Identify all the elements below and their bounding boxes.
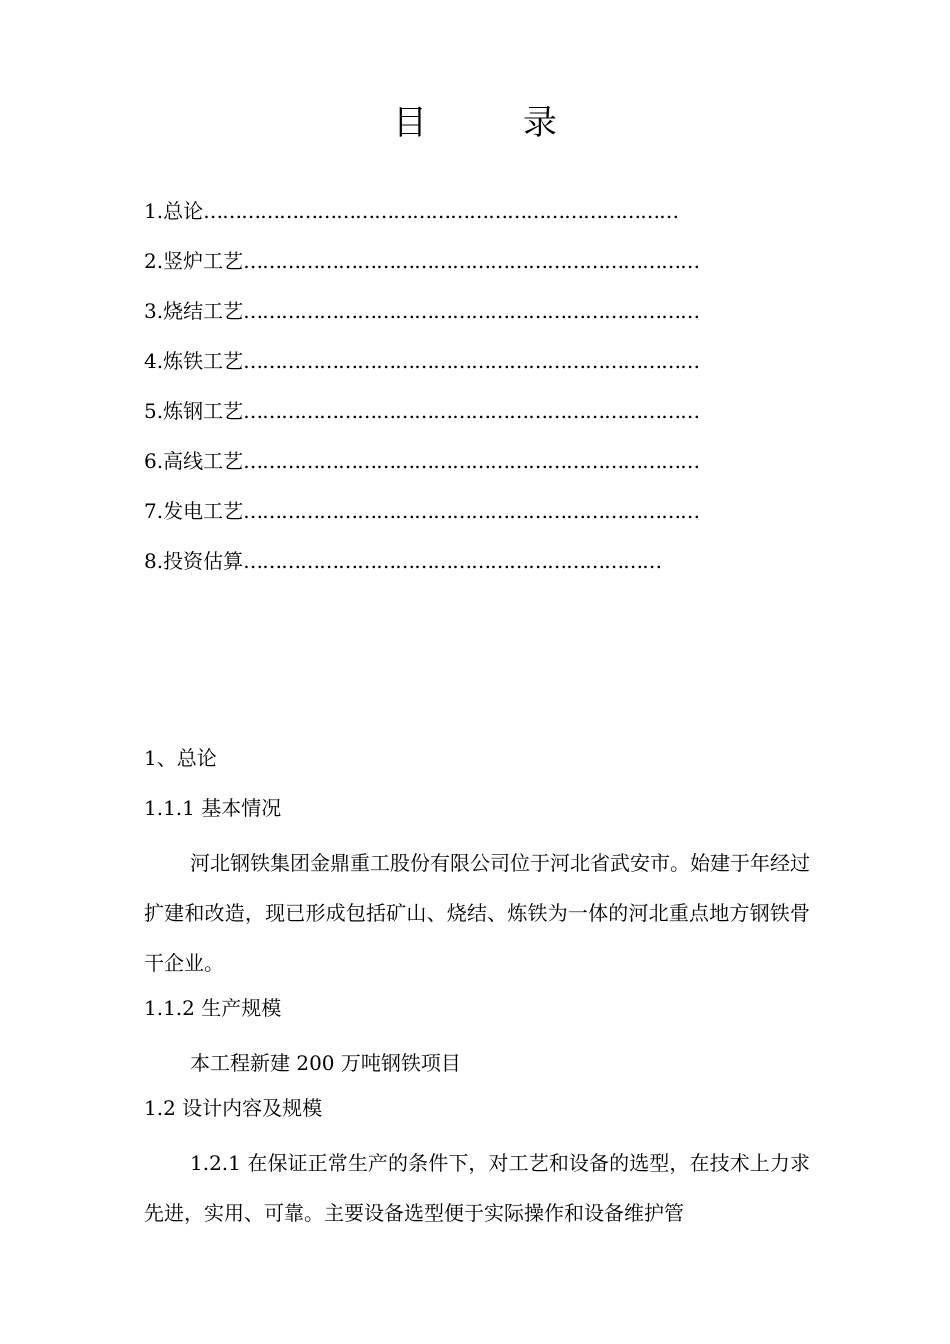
paragraph-production-scale: 本工程新建 200 万吨钢铁项目 [190,1051,461,1075]
toc-entry-leader: ………………………………………………………………… [203,199,679,223]
toc-entry-3[interactable] [144,294,804,344]
toc-entry-label: 6.高线工艺 [144,449,244,473]
toc-title-part1: 目 [393,103,427,143]
paragraph-design-content: 1.2.1 在保证正常生产的条件下，对工艺和设备的选型，在技术上力求先进，实用、可靠。主要设备选型便于实际操作和设备维护管 [144,1151,810,1225]
document-body [144,738,810,1238]
table-of-contents [144,194,804,594]
toc-entry-2[interactable] [144,244,804,294]
toc-entry-label: 8.投资估算 [144,549,244,573]
toc-entry-5[interactable] [144,394,804,444]
paragraph-basic-info: 河北钢铁集团金鼎重工股份有限公司位于河北省武安市。始建于年经过扩建和改造，现已形成包括矿山、烧结、炼铁为一体的河北重点地方钢铁骨干企业。 [144,851,810,975]
heading-design-content: 1.2 设计内容及规模 [144,1096,323,1120]
toc-entry-8[interactable] [144,544,804,594]
toc-entry-leader: ……………………………………………………………… [243,449,700,473]
toc-entry-leader: ………………………………………………………… [243,549,662,573]
toc-entry-leader: ……………………………………………………………… [243,249,700,273]
toc-entry-6[interactable] [144,444,804,494]
toc-entry-1[interactable] [144,194,804,244]
heading-production-scale: 1.1.2 生产规模 [144,996,282,1020]
toc-entry-7[interactable] [144,494,804,544]
toc-entry-4[interactable] [144,344,804,394]
toc-title [0,100,950,146]
toc-entry-leader: ……………………………………………………………… [243,299,700,323]
toc-entry-label: 2.竖炉工艺 [144,249,244,273]
toc-entry-leader: ……………………………………………………………… [243,499,700,523]
heading-general: 1、总论 [144,746,217,770]
toc-entry-label: 4.炼铁工艺 [144,349,244,373]
toc-entry-leader: ……………………………………………………………… [243,399,700,423]
toc-title-part2: 录 [523,103,557,143]
toc-entry-leader: ……………………………………………………………… [243,349,700,373]
toc-entry-label: 5.炼钢工艺 [144,399,244,423]
heading-basic-info: 1.1.1 基本情况 [144,796,282,820]
toc-entry-label: 3.烧结工艺 [144,299,244,323]
toc-entry-label: 7.发电工艺 [144,499,244,523]
toc-entry-label: 1.总论 [144,199,204,223]
